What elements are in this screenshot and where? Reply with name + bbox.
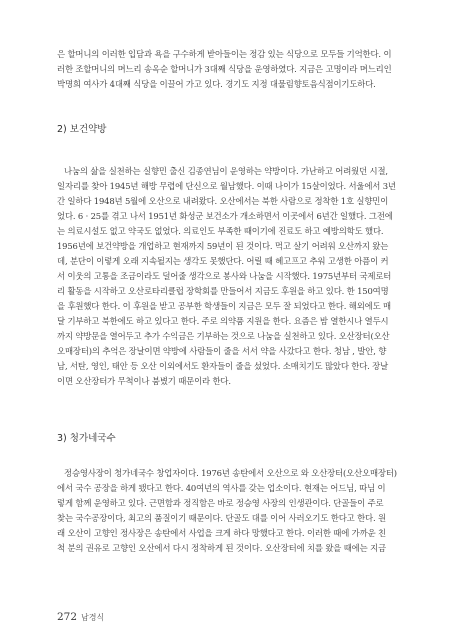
noodles-line-1: 정승영사장이 청가네국수 창업자이다. 1976년 송탄에서 오산으로 와 오산장터(오산오매장터)	[64, 468, 397, 478]
pharmacy-line-15: 이면 오산장터가 무척이나 붐볐기 때문이라 한다.	[57, 376, 231, 386]
pharmacy-line-12: 까지 약방문을 열어두고 추가 수익금은 기부하는 것으로 나눔을 실천하고 있다. 오산장터(오산	[57, 331, 390, 341]
pharmacy-line-6: 1956년에 보건약방을 개업하고 현재까지 59년이 된 것이다. 먹고 살기 어려워 오산까지 왔는	[57, 241, 389, 251]
intro-line-2: 러한 조할머니의 며느리 송옥순 할머니가 3대째 식당을 운영하였다. 지금은 고명이라 며느리인	[57, 64, 392, 74]
pharmacy-line-11: 달 기부하고 북한에도 하고 있다고 한다. 주로 의약품 지원을 한다. 요즘은 밤 열한시나 열두시	[57, 316, 389, 326]
pharmacy-line-10: 을 후원했다 한다. 이 후원을 받고 공부한 학생들이 지금은 모두 잘 되었다고 한다. 해외에도 매	[57, 301, 391, 311]
page-footer	[57, 611, 104, 624]
pharmacy-line-13: 오매장터)의 추억은 장날이면 약방에 사람들이 줄을 서서 약을 사갔다고 한다. 청남 , 발안, 향	[57, 346, 387, 356]
pharmacy-line-2: 일자리를 찾아 1945년 해방 무렵에 단신으로 월남했다. 이때 나이가 15살이었다. 서울에서 3년	[57, 181, 396, 191]
book-title: 남경식	[81, 613, 105, 622]
noodles-line-4: 찾는 국수공장이다, 최고의 품질이기 때문이다. 단골도 대를 이어 사러오기도 한다고 한다. 원	[57, 513, 386, 523]
section-heading-noodles: 3) 청가네국수	[57, 433, 116, 444]
pharmacy-line-5: 는 의료시설도 없고 약국도 없었다. 의료인도 부족한 때이기에 진료도 하고 예방의학도 했다.	[57, 226, 384, 236]
noodles-line-5: 래 오산이 고향인 정사장은 송탄에서 사업을 크게 하다 망했다고 한다. 이러한 때에 가까운 친	[57, 528, 386, 538]
pharmacy-line-1: 나눔의 삶을 실천하는 실향민 출신 김종연님이 운영하는 약방이다. 가난하고 어려웠던 시절,	[64, 166, 388, 176]
noodles-line-2: 에서 국수 공장을 하게 됐다고 한다. 40여년의 역사를 갖는 업소이다. 현재는 어드님, 따님 이	[57, 483, 386, 493]
pharmacy-line-7: 데, 분단이 이렇게 오래 지속될지는 생각도 못했단다. 어릴 때 헤고프고 추워 고생한 아픔이 커	[57, 256, 389, 266]
pharmacy-line-14: 남, 서탄, 영인, 태안 등 오산 이외에서도 환자들이 줄을 섰었다. 소매치기도 많았다 한다. 장날	[57, 361, 389, 371]
page-number: 272	[57, 611, 78, 623]
section-heading-pharmacy: 2) 보건약방	[57, 124, 107, 135]
intro-line-3: 박명희 여사가 4대째 식당을 이끌어 가고 있다. 경기도 지정 대물림향토음식점이기도하다.	[57, 79, 376, 89]
pharmacy-line-3: 간 일하다 1948년 5월에 오산으로 내려왔다. 오산에서는 북한 사람으로 정착한 1호 실향민이	[57, 196, 389, 206]
pharmacy-line-4: 었다. 6 · 25를 겪고 나서 1951년 화성군 보건소가 개소하면서 이곳에서 6년간 일했다. 그전에	[57, 211, 393, 221]
pharmacy-line-9: 리 활동을 시작하고 오산로타리클럽 장학회를 만들어서 지금도 후원을 하고 있다. 한 150여명	[57, 286, 389, 296]
pharmacy-line-8: 서 이웃의 고통을 조금이라도 덜어줄 생각으로 봉사와 나눔을 시작했다. 1975년부터 국제로터	[57, 271, 392, 281]
noodles-line-6: 척 분의 권유로 고향인 오산에서 다시 정착하게 된 것이다. 오산장터에 치를 왔을 때에는 지금	[57, 543, 386, 553]
intro-line-1: 은 할머니의 이러한 입담과 욕을 구수하게 받아들이는 정감 있는 식당으로 모두들 기억한다. 이	[57, 49, 392, 59]
noodles-line-3: 렇게 함께 운영하고 있다. 근면함과 정직함은 바로 정승영 사장의 인생관이다. 단골들이 주로	[57, 498, 384, 508]
